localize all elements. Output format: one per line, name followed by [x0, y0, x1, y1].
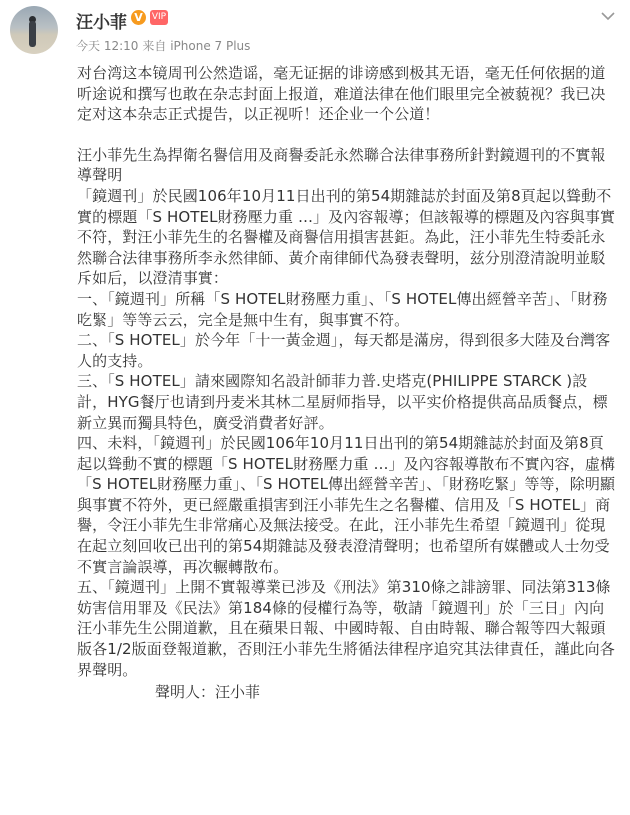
- vip-badge-icon: VIP: [150, 10, 168, 25]
- post-time: 今天 12:10: [76, 39, 139, 53]
- verified-badge-icon: V: [131, 10, 146, 25]
- statement-item-3: 三、「S HOTEL」請來國際知名設計師菲力普.史塔克(PHILIPPE STARCK )設計，HYG餐厅也请到丹麦米其林二星厨师指导，以平实价格提供高品质餐点，標新立異而獨具特色，廣受消費者好評。: [77, 372, 608, 432]
- avatar[interactable]: [10, 6, 58, 54]
- chevron-down-icon: [598, 6, 618, 26]
- post-content: [77, 63, 617, 703]
- post-source[interactable]: 来自 iPhone 7 Plus: [142, 39, 251, 53]
- statement-body: 「鏡週刊」於民國106年10月11日出刊的第54期雜誌於封面及第8頁起以聳動不實的標題「S HOTEL財務壓力重 …」及內容報導；但該報導的標題及內容與事實不符，對汪小菲先生的名譽權及商譽信用損害甚鉅。為此，汪小菲先生特委託永然聯合法律事務所李永然律師、黃介南律師代為發表聲明，兹分別澄清說明並駁斥如后，以澄清事實：: [77, 186, 616, 288]
- username[interactable]: 汪小菲: [76, 13, 127, 33]
- statement-item-1: 一、「鏡週刊」所稱「S HOTEL財務壓力重」、「S HOTEL傳出經營辛苦」、「財務吃緊」等等云云，完全是無中生有，與事實不符。: [77, 289, 608, 329]
- statement-item-2: 二、「S HOTEL」於今年「十一黃金週」，每天都是滿房，得到很多大陸及台灣客人的支持。: [77, 331, 611, 370]
- paragraph-gap: [77, 125, 617, 145]
- signature-text: 聲明人：汪小菲: [155, 683, 261, 702]
- statement-signature: [77, 681, 617, 703]
- statement-item-5: 五、「鏡週刊」上開不實報導業已涉及《刑法》第310條之誹謗罪、同法第313條妨害信用罪及《民法》第184條的侵權行為等，敬請「鏡週刊」於「三日」內向汪小菲先生公開道歉，且在蘋果日報、中國時報、自由時報、聯合報等四大報頭版各1/2版面登報道歉，否則汪小菲先生將循法律程序追究其法律責任，謹此向各界聲明。: [77, 578, 615, 679]
- statement-title: 汪小菲先生為捍衛名譽信用及商譽委託永然聯合法律事務所針對鏡週刊的不實報導聲明: [77, 145, 606, 185]
- avatar-figure-body: [29, 21, 36, 47]
- post-intro: 对台湾这本镜周刊公然造谣，毫无证据的诽谤感到极其无语，毫无任何依据的道听途说和撰写也敢在杂志封面上报道，难道法律在他们眼里完全被藐视？我已决定对这本杂志正式提告，以正视听！还企业一个公道！: [77, 64, 606, 124]
- post-meta: [76, 37, 254, 54]
- statement-item-4: 四、未料，「鏡週刊」於民國106年10月11日出刊的第54期雜誌於封面及第8頁起以聳動不實的標題「S HOTEL財務壓力重 …」及內容報導散布不實內容，虛構「S HOTEL財務壓力重」、「S HOTEL傳出經營辛苦」、「財務吃緊」等等，除明顯與事實不符外，更已經嚴重損害到汪小菲先生之名譽權、信用及「S HOTEL」商譽，令汪小菲先生非常痛心及無法接受。在此，汪小菲先生希望「鏡週刊」從現在起立刻回收已出刊的第54期雜誌及發表澄清聲明；也希望所有媒體或人士勿受不實言論誤導，再次輾轉散布。: [77, 434, 616, 576]
- more-options-button[interactable]: [598, 6, 618, 26]
- post-header: [0, 0, 630, 62]
